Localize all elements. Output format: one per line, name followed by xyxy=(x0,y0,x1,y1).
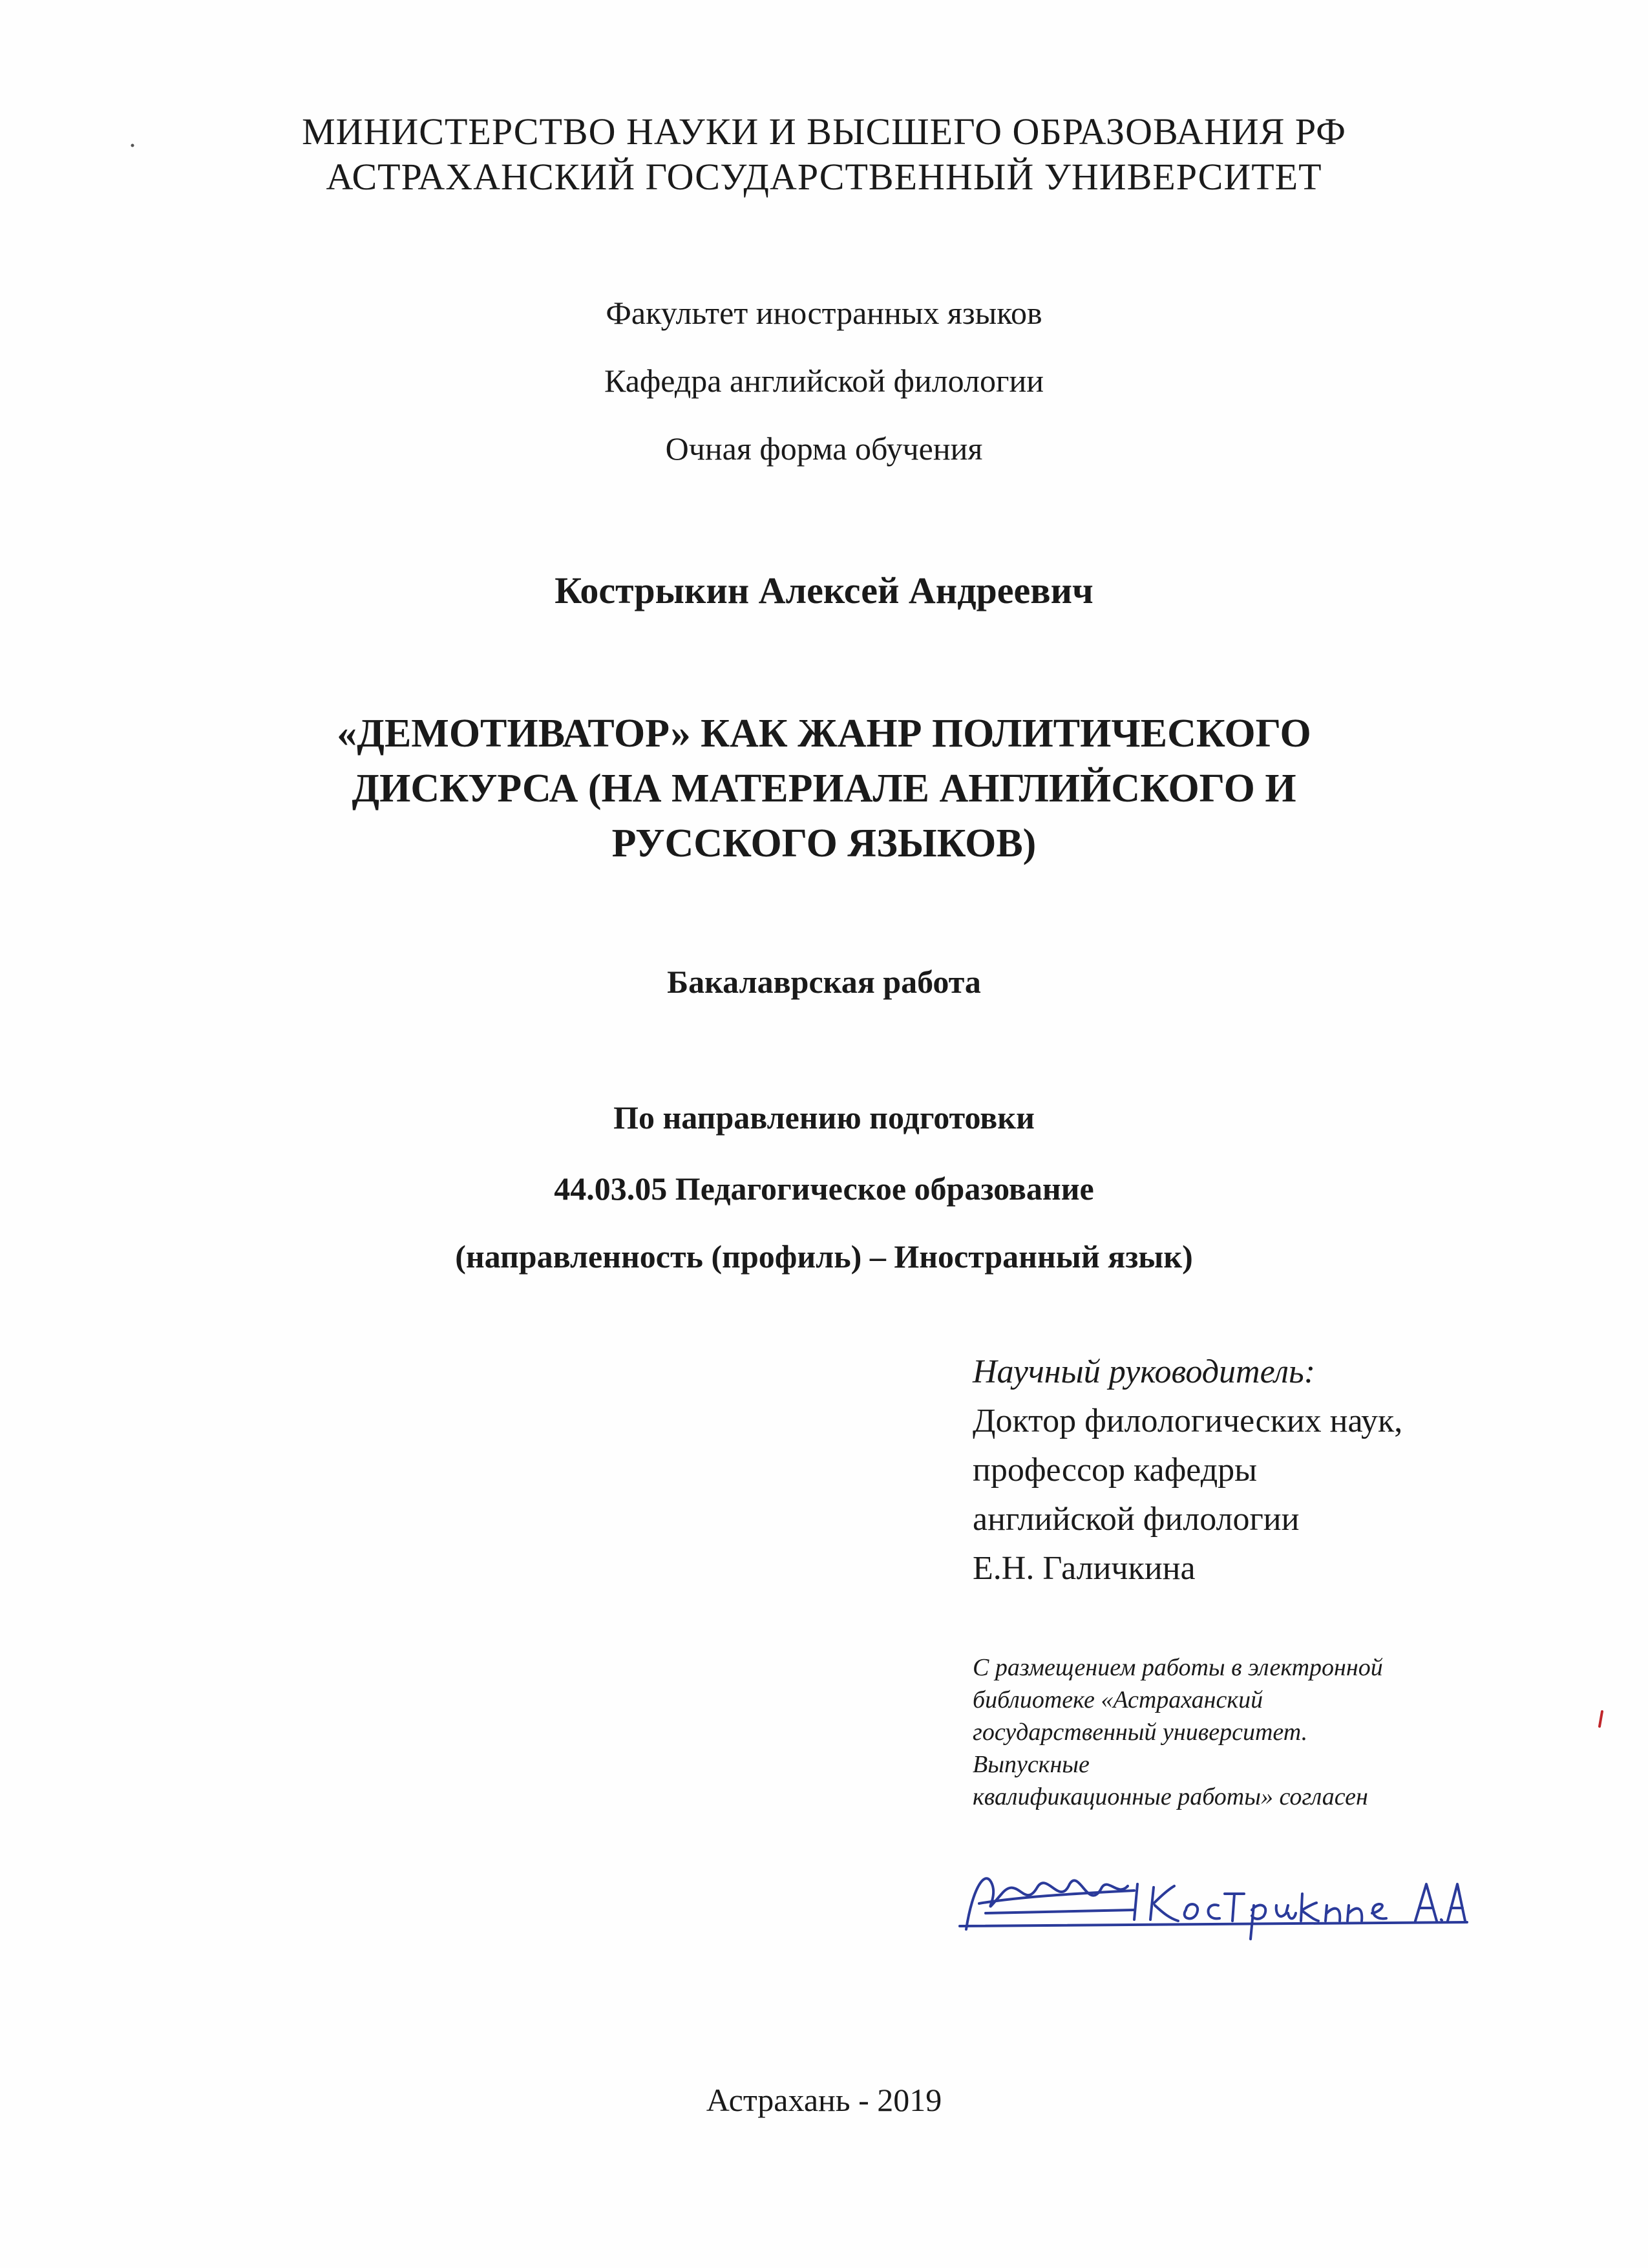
supervisor-line: Е.Н. Галичкина xyxy=(973,1550,1196,1587)
city-year: Астрахань - 2019 xyxy=(706,2082,942,2118)
title-line-1: «ДЕМОТИВАТОР» КАК ЖАНР ПОЛИТИЧЕСКОГО xyxy=(337,712,1311,756)
supervisor-line: профессор кафедры xyxy=(973,1452,1258,1489)
chair-line: Кафедра английской филологии xyxy=(604,363,1044,399)
direction-code: 44.03.05 Педагогическое образование xyxy=(554,1171,1094,1207)
direction-profile: (направленность (профиль) – Иностранный язык) xyxy=(455,1238,1193,1275)
handwritten-signature xyxy=(940,1849,1470,1952)
consent-line: С размещением работы в электронной xyxy=(973,1654,1383,1681)
supervisor-line: английской филологии xyxy=(973,1501,1300,1538)
faculty-line: Факультет иностранных языков xyxy=(606,295,1042,331)
red-mark xyxy=(1596,1710,1605,1729)
consent-line: Выпускные xyxy=(973,1751,1090,1778)
consent-block xyxy=(973,1651,1383,1813)
title-line-2: ДИСКУРСА (НА МАТЕРИАЛЕ АНГЛИЙСКОГО И xyxy=(352,767,1296,811)
university-heading: АСТРАХАНСКИЙ ГОСУДАРСТВЕННЫЙ УНИВЕРСИТЕТ xyxy=(326,156,1322,198)
supervisor-block xyxy=(973,1348,1402,1593)
consent-line: государственный университет. xyxy=(973,1719,1308,1746)
direction-label: По направлению подготовки xyxy=(613,1099,1035,1136)
author-name: Кострыкин Алексей Андреевич xyxy=(555,569,1093,611)
supervisor-heading: Научный руководитель: xyxy=(973,1353,1316,1390)
work-type: Бакалаврская работа xyxy=(667,964,981,1000)
consent-line: библиотеке «Астраханский xyxy=(973,1686,1263,1713)
ministry-heading: МИНИСТЕРСТВО НАУКИ И ВЫСШЕГО ОБРАЗОВАНИЯ РФ xyxy=(302,111,1346,153)
consent-line: квалификационные работы» согласен xyxy=(973,1783,1368,1810)
scan-speck xyxy=(129,142,136,149)
supervisor-line: Доктор филологических наук, xyxy=(973,1403,1403,1439)
study-form-line: Очная форма обучения xyxy=(665,430,983,467)
title-line-3: РУССКОГО ЯЗЫКОВ) xyxy=(611,821,1037,865)
